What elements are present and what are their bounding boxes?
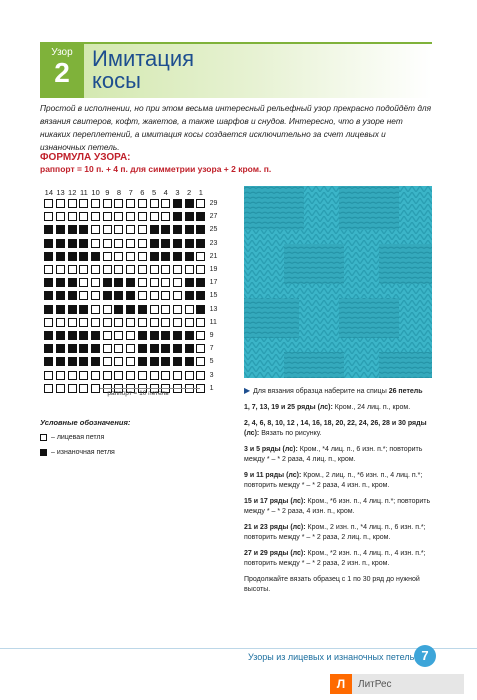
knit-stitch <box>150 199 159 208</box>
purl-stitch <box>44 278 53 287</box>
purl-stitch <box>91 357 100 366</box>
instructions-intro: ▶ Для вязания образца наберите на спицы 26 петель <box>244 386 423 395</box>
chart-column-number: 13 <box>56 188 65 197</box>
knit-stitch <box>150 318 159 327</box>
logo-text: ЛитРес <box>358 678 392 690</box>
purl-stitch <box>68 331 77 340</box>
knit-stitch <box>138 278 147 287</box>
chart-row-number: 13 <box>209 305 218 313</box>
intro-paragraph: Простой в исполнении, но при этом весьма интересный рельефный узор прекрасно подойдёт для вязания свитеров, кофт, жакетов, а также шарфов и снудов. Интересно, что в узоре нет никаких переплетений, а имитация косы создается исключительно за счет лицевых и изнаночных петель. <box>40 103 432 152</box>
knit-stitch <box>185 265 194 274</box>
purl-stitch <box>56 252 65 261</box>
instruction-step <box>244 497 434 517</box>
knit-stitch <box>185 305 194 314</box>
knit-stitch <box>173 318 182 327</box>
instruction-step <box>244 471 434 491</box>
knit-stitch <box>126 265 135 274</box>
chart-column-number: 7 <box>128 188 133 197</box>
knit-stitch <box>196 331 205 340</box>
chart-row <box>43 368 221 381</box>
purl-stitch <box>44 344 53 353</box>
instruction-step <box>244 419 434 439</box>
chart-row <box>43 263 221 276</box>
purl-stitch <box>126 305 135 314</box>
purl-stitch <box>68 357 77 366</box>
knit-stitch <box>114 357 123 366</box>
purl-stitch <box>173 225 182 234</box>
purl-stitch <box>150 239 159 248</box>
knit-stitch <box>103 371 112 380</box>
knit-stitch <box>79 199 88 208</box>
knit-stitch <box>79 318 88 327</box>
purl-stitch <box>126 291 135 300</box>
knit-stitch <box>44 371 53 380</box>
chart-column-number: 14 <box>44 188 54 197</box>
knit-stitch <box>114 252 123 261</box>
knit-stitch <box>68 265 77 274</box>
badge-number: 2 <box>54 57 70 88</box>
step-rows: 9 и 11 ряды (лс): <box>244 472 302 479</box>
formula-line: раппорт = 10 п. + 4 п. для симметрии узора + 2 кром. п. <box>40 164 272 174</box>
instruction-step <box>244 445 434 465</box>
chart-row-number: 23 <box>209 239 218 247</box>
knit-stitch <box>138 291 147 300</box>
knit-stitch <box>114 344 123 353</box>
knit-stitch <box>103 212 112 221</box>
knit-stitch <box>68 318 77 327</box>
instruction-step <box>244 549 434 569</box>
knit-stitch <box>91 199 100 208</box>
knit-stitch <box>126 239 135 248</box>
step-text: Кром., 2 лиц. п., *6 изн. п., 4 лиц. п.*; повторить между * – * 2 раза, 4 изн. п., кром. <box>244 472 423 489</box>
litres-logo <box>330 674 464 694</box>
step-rows: 2, 4, 6, 8, 10, 12 , 14, 16, 18, 20, 22, 24, 26, 28 и 30 ряды (лс): <box>244 420 427 437</box>
knit-stitch <box>56 318 65 327</box>
step-rows: 1, 7, 13, 19 и 25 ряды (лс): <box>244 404 333 411</box>
purl-stitch <box>56 305 65 314</box>
title-line-2: косы <box>92 68 141 93</box>
knit-stitch <box>161 291 170 300</box>
knit-stitch <box>56 199 65 208</box>
knit-stitch <box>114 199 123 208</box>
purl-stitch <box>185 239 194 248</box>
chart-column-number: 8 <box>116 188 122 197</box>
step-rows: 21 и 23 ряды (лс): <box>244 524 306 531</box>
knit-stitch <box>79 278 88 287</box>
knit-stitch <box>150 278 159 287</box>
chart-column-number: 10 <box>91 188 100 197</box>
knit-stitch <box>196 318 205 327</box>
purl-stitch <box>114 305 123 314</box>
black-square-icon <box>40 449 47 456</box>
purl-stitch <box>173 212 182 221</box>
chart-row <box>43 289 221 302</box>
knit-stitch <box>103 318 112 327</box>
purl-stitch <box>56 357 65 366</box>
instructions <box>244 386 434 601</box>
step-rows: 15 и 17 ряды (лс): <box>244 498 306 505</box>
purl-stitch <box>173 331 182 340</box>
knit-stitch <box>68 371 77 380</box>
knit-stitch <box>161 318 170 327</box>
knit-stitch <box>173 278 182 287</box>
purl-stitch <box>114 278 123 287</box>
purl-stitch <box>44 331 53 340</box>
knit-stitch <box>150 212 159 221</box>
purl-stitch <box>185 291 194 300</box>
title-line-1: Имитация <box>92 46 195 71</box>
knit-stitch <box>44 318 53 327</box>
knit-stitch <box>79 371 88 380</box>
purl-stitch <box>185 278 194 287</box>
purl-stitch <box>68 225 77 234</box>
purl-stitch <box>56 278 65 287</box>
purl-stitch <box>44 225 53 234</box>
knit-stitch <box>126 331 135 340</box>
purl-stitch <box>185 252 194 261</box>
purl-stitch <box>79 305 88 314</box>
chart-row <box>43 210 221 223</box>
knit-stitch <box>103 357 112 366</box>
knit-stitch <box>79 291 88 300</box>
knit-stitch <box>150 265 159 274</box>
knit-stitch <box>138 265 147 274</box>
step-text: Кром., *2 изн. п., 4 лиц. п., 4 изн. п.*; повторить между * – * 2 раза, 2 изн. п., кром. <box>244 550 426 567</box>
purl-stitch <box>44 305 53 314</box>
knit-stitch <box>126 357 135 366</box>
knit-stitch <box>138 199 147 208</box>
purl-stitch <box>173 252 182 261</box>
purl-stitch <box>173 239 182 248</box>
knit-stitch <box>91 265 100 274</box>
purl-stitch <box>79 331 88 340</box>
knit-stitch <box>196 344 205 353</box>
purl-stitch <box>161 225 170 234</box>
knit-stitch <box>114 265 123 274</box>
knit-stitch <box>161 265 170 274</box>
legend-knit-label: – лицевая петля <box>51 434 105 441</box>
purl-stitch <box>161 344 170 353</box>
pattern-badge <box>40 42 84 98</box>
knit-stitch <box>161 371 170 380</box>
knit-stitch <box>79 212 88 221</box>
knit-stitch <box>196 252 205 261</box>
page-number: 7 <box>414 645 436 667</box>
knit-stitch <box>103 239 112 248</box>
purl-stitch <box>161 357 170 366</box>
formula-title: ФОРМУЛА УЗОРА: <box>40 152 131 163</box>
purl-stitch <box>150 357 159 366</box>
purl-stitch <box>56 344 65 353</box>
purl-stitch <box>103 291 112 300</box>
purl-stitch <box>91 344 100 353</box>
legend-purl <box>40 449 115 456</box>
knit-stitch <box>150 291 159 300</box>
chart-row-number: 17 <box>209 279 218 287</box>
chart-row <box>43 223 221 236</box>
knit-stitch <box>103 331 112 340</box>
knit-stitch <box>56 265 65 274</box>
purl-stitch <box>185 331 194 340</box>
knit-stitch <box>56 371 65 380</box>
purl-stitch <box>138 305 147 314</box>
knit-stitch <box>114 225 123 234</box>
purl-stitch <box>173 344 182 353</box>
chart-row <box>43 237 221 250</box>
knit-stitch <box>138 371 147 380</box>
purl-stitch <box>79 357 88 366</box>
chart-row <box>43 355 221 368</box>
knit-stitch <box>44 265 53 274</box>
legend-purl-label: – изнаночная петля <box>51 449 115 456</box>
purl-stitch <box>161 252 170 261</box>
knit-stitch <box>185 371 194 380</box>
knit-stitch <box>91 278 100 287</box>
knit-stitch <box>103 199 112 208</box>
knit-stitch <box>68 199 77 208</box>
chart-column-number: 3 <box>175 188 180 197</box>
knit-stitch <box>114 239 123 248</box>
knit-stitch <box>173 305 182 314</box>
instruction-step <box>244 403 434 413</box>
chart-row-number: 9 <box>209 331 214 339</box>
purl-stitch <box>44 291 53 300</box>
purl-stitch <box>196 225 205 234</box>
chart-row <box>43 303 221 316</box>
purl-stitch <box>138 357 147 366</box>
purl-stitch <box>79 225 88 234</box>
knit-stitch <box>126 371 135 380</box>
footer-section-title: Узоры из лицевых и изнаночных петель <box>248 652 415 662</box>
knit-stitch <box>56 212 65 221</box>
knitting-chart <box>43 188 221 395</box>
knit-stitch <box>196 265 205 274</box>
purl-stitch <box>196 239 205 248</box>
chart-column-number: 1 <box>198 188 203 197</box>
purl-stitch <box>68 291 77 300</box>
step-text: Кром., 24 лиц. п., кром. <box>334 404 411 411</box>
chart-row-number: 15 <box>209 292 218 300</box>
chart-row-number: 21 <box>209 252 218 260</box>
page-title <box>92 48 194 92</box>
chart-row-number: 7 <box>209 345 214 353</box>
chart-grid <box>43 197 221 395</box>
knit-stitch <box>138 212 147 221</box>
step-text: Кром., 2 изн. п., *4 лиц. п., 6 изн. п.*; повторить между * – * 2 раза, 2 лиц. п., кром. <box>244 524 426 541</box>
knit-stitch <box>173 371 182 380</box>
knit-stitch <box>196 371 205 380</box>
purl-stitch <box>185 212 194 221</box>
purl-stitch <box>126 278 135 287</box>
step-rows: 3 и 5 ряды (лс): <box>244 446 298 453</box>
knit-stitch <box>161 199 170 208</box>
knit-stitch <box>44 199 53 208</box>
legend-title: Условные обозначения: <box>40 418 131 427</box>
purl-stitch <box>196 291 205 300</box>
purl-stitch <box>150 252 159 261</box>
purl-stitch <box>79 344 88 353</box>
chart-column-number: 6 <box>140 188 145 197</box>
knit-stitch <box>91 212 100 221</box>
chart-column-number: 5 <box>151 188 157 197</box>
purl-stitch <box>79 252 88 261</box>
purl-stitch <box>185 225 194 234</box>
knit-stitch <box>138 318 147 327</box>
chart-column-number: 4 <box>163 188 168 197</box>
chart-row-number: 29 <box>209 200 218 208</box>
knit-stitch <box>114 331 123 340</box>
knit-stitch <box>103 305 112 314</box>
legend-knit <box>40 434 104 441</box>
chart-row <box>43 329 221 342</box>
rapport-label: раппорт = 10 петель <box>107 390 169 397</box>
instructions-closing: Продолжайте вязать образец с 1 по 30 ряд до нужной высоты. <box>244 576 420 593</box>
chart-column-number: 12 <box>68 188 77 197</box>
knit-stitch <box>91 239 100 248</box>
knit-stitch <box>126 199 135 208</box>
knit-stitch <box>103 344 112 353</box>
purl-stitch <box>68 252 77 261</box>
knit-stitch <box>91 318 100 327</box>
purl-stitch <box>150 344 159 353</box>
chart-row-number: 1 <box>209 384 214 392</box>
knit-stitch <box>161 278 170 287</box>
purl-stitch <box>173 357 182 366</box>
chart-row-number: 27 <box>209 213 218 221</box>
knit-stitch <box>103 252 112 261</box>
purl-stitch <box>114 291 123 300</box>
arrow-right-icon: ▶ <box>244 386 251 395</box>
chart-row <box>43 197 221 210</box>
logo-mark: Л <box>330 674 352 694</box>
purl-stitch <box>196 212 205 221</box>
step-text: Вязать по рисунку. <box>261 430 322 437</box>
purl-stitch <box>185 199 194 208</box>
chart-column-number: 11 <box>80 188 88 197</box>
knit-stitch <box>196 357 205 366</box>
purl-stitch <box>56 239 65 248</box>
knit-texture-image <box>244 186 432 378</box>
knit-stitch <box>68 212 77 221</box>
purl-stitch <box>68 305 77 314</box>
purl-stitch <box>185 344 194 353</box>
white-square-icon <box>40 434 47 441</box>
knit-stitch <box>138 225 147 234</box>
knit-stitch <box>126 212 135 221</box>
knit-stitch <box>126 318 135 327</box>
rapport-bracket <box>100 388 200 389</box>
purl-stitch <box>91 252 100 261</box>
purl-stitch <box>44 357 53 366</box>
purl-stitch <box>196 305 205 314</box>
chart-row <box>43 250 221 263</box>
purl-stitch <box>56 225 65 234</box>
knit-stitch <box>91 371 100 380</box>
knit-stitch <box>103 265 112 274</box>
chart-row <box>43 342 221 355</box>
chart-row <box>43 276 221 289</box>
purl-stitch <box>68 239 77 248</box>
knit-stitch <box>161 212 170 221</box>
purl-stitch <box>173 199 182 208</box>
knit-stitch <box>138 239 147 248</box>
purl-stitch <box>44 252 53 261</box>
chart-column-numbers <box>43 188 221 197</box>
instruction-step <box>244 523 434 543</box>
knit-stitch <box>173 291 182 300</box>
knit-stitch <box>173 265 182 274</box>
instruction-steps <box>244 403 434 569</box>
step-rows: 27 и 29 ряды (лс): <box>244 550 306 557</box>
chart-row-number: 19 <box>209 266 218 274</box>
purl-stitch <box>79 239 88 248</box>
knit-stitch <box>150 305 159 314</box>
purl-stitch <box>138 344 147 353</box>
knit-stitch <box>103 225 112 234</box>
knit-stitch <box>91 291 100 300</box>
purl-stitch <box>196 278 205 287</box>
knit-stitch <box>126 252 135 261</box>
purl-stitch <box>56 331 65 340</box>
knit-stitch <box>138 252 147 261</box>
purl-stitch <box>161 239 170 248</box>
purl-stitch <box>150 331 159 340</box>
knit-stitch <box>91 225 100 234</box>
knit-stitch <box>126 344 135 353</box>
knit-stitch <box>161 305 170 314</box>
chart-row-number: 11 <box>209 318 217 326</box>
knit-stitch <box>196 199 205 208</box>
chart-column-number: 2 <box>187 188 192 197</box>
purl-stitch <box>68 278 77 287</box>
purl-stitch <box>185 357 194 366</box>
purl-stitch <box>56 291 65 300</box>
chart-row-number: 5 <box>209 358 214 366</box>
knit-stitch <box>185 318 194 327</box>
knit-stitch <box>44 212 53 221</box>
chart-row-number: 3 <box>209 371 214 379</box>
purl-stitch <box>68 344 77 353</box>
badge-label: Узор <box>51 47 73 58</box>
knit-stitch <box>79 265 88 274</box>
chart-row-number: 25 <box>209 226 218 234</box>
purl-stitch <box>150 225 159 234</box>
purl-stitch <box>161 331 170 340</box>
purl-stitch <box>91 331 100 340</box>
knit-stitch <box>114 212 123 221</box>
knitted-sample-photo <box>244 186 432 378</box>
purl-stitch <box>138 331 147 340</box>
footer-divider <box>0 648 477 649</box>
knit-stitch <box>91 305 100 314</box>
step-text: Кром., *6 изн. п., 4 лиц. п.*; повторить между * – * 2 раза, 4 изн. п., кром. <box>244 498 431 515</box>
knit-stitch <box>150 371 159 380</box>
step-text: Кром., *4 лиц. п., 6 изн. п.*; повторить между * – * 2 раза, 4 лиц. п., кром. <box>244 446 423 463</box>
purl-stitch <box>44 239 53 248</box>
purl-stitch <box>103 278 112 287</box>
knit-stitch <box>126 225 135 234</box>
knit-stitch <box>114 371 123 380</box>
knit-stitch <box>114 318 123 327</box>
chart-column-number: 9 <box>105 188 110 197</box>
chart-row <box>43 316 221 329</box>
